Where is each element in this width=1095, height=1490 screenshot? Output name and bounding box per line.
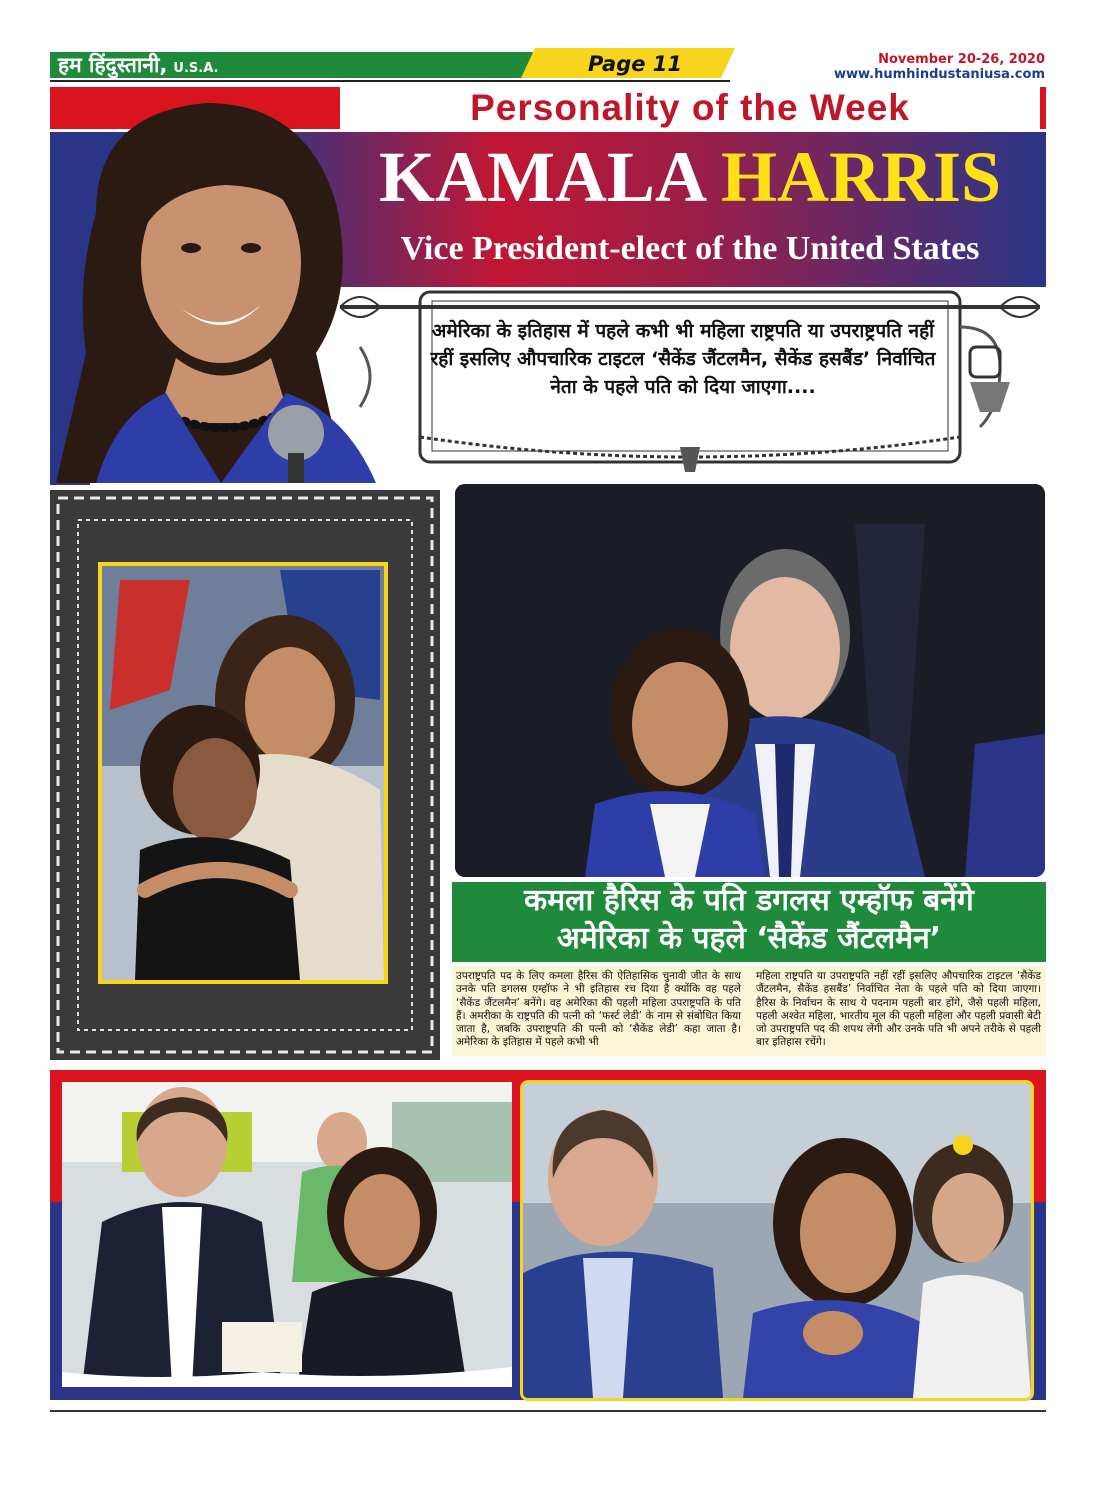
hero-name-last: HARRIS [720,137,1002,217]
framed-photo-hug-image [50,490,440,1060]
section-title: Personality of the Week [340,87,1040,129]
article-headline [452,882,1046,958]
hero-section [50,87,1046,485]
couple-embrace-photo-image [455,484,1045,877]
page-label: Page 11 [587,52,683,76]
website-url[interactable]: www.humhindustaniusa.com [833,67,1045,82]
hero-name [350,137,1030,217]
masthead [50,48,730,82]
headline-line-2: अमेरिका के पहले ‘सैकेंड जैंटलमैन’ [556,921,942,956]
issue-date: November 20-26, 2020 [878,52,1045,67]
couple-laughing-photo-image [62,1082,512,1387]
article-column-2: महिला राष्ट्रपति या उपराष्ट्रपति नहीं रहीं इसलिए औपचारिक टाइटल ‘सैकेंड जैंटलमैन, सैकेंड हसबैंड’ निर्वाचित नेता के पहले पति को दिया जाएगा। हैरिस के निर्वाचन के साथ ये पदनाम पहली बार होंगे, जैसे पहली महिला, पहली अश्वेत महिला, भारतीय मूल की पहली महिला और पहली प्रवासी बेटी जो उपराष्ट्रपति पद की शपथ लेंगी और उनके पति भी अपने तरीके से पहली बार इतिहास रचेंगे। [756,970,1041,1049]
couple-with-child-photo-image [520,1080,1034,1401]
footer-rule [50,1410,1046,1412]
masthead-rule [50,80,730,82]
masthead-logo-text: हम हिंदुस्तानी, [58,53,168,77]
masthead-logo [58,52,218,82]
headline-line-1: कमला हैरिस के पति डगलस एम्हॉफ बनेंगे [524,883,974,918]
article-column-1: उपराष्ट्रपति पद के लिए कमला हैरिस की ऐतिहासिक चुनावी जीत के साथ उनके पति डगलस एम्हॉफ ने भी इतिहास रच दिया है क्योंकि वह पहले ‘सैकेंड जैंटलमैन’ बनेंगे। वह अमेरिका की पहली महिला उपराष्ट्रपति के पति हैं। अमरीका के राष्ट्रपति की पत्नी को ‘फर्स्ट लेडी’ के नाम से संबोधित किया जाता है, जबकि उपराष्ट्रपति की पत्नी को ‘सैकेंड लेडी’ कहा जाता है। अमेरिका के इतिहास में पहले कभी भी [456,970,741,1049]
scroll-text: अमेरिका के इतिहास में पहले कभी भी महिला राष्ट्रपति या उपराष्ट्रपति नहीं रहीं इसलिए औपचारिक टाइटल ‘सैकेंड जैंटलमैन, सैकेंड हसबैंड’ निर्वाचित नेता के पहले पति को दिया जाएगा.... [430,320,936,398]
hero-subtitle: Vice President-elect of the United States [400,230,980,267]
masthead-logo-tag: U.S.A. [173,61,219,76]
hero-name-first: KAMALA [378,137,703,217]
article-body [452,966,1046,1056]
